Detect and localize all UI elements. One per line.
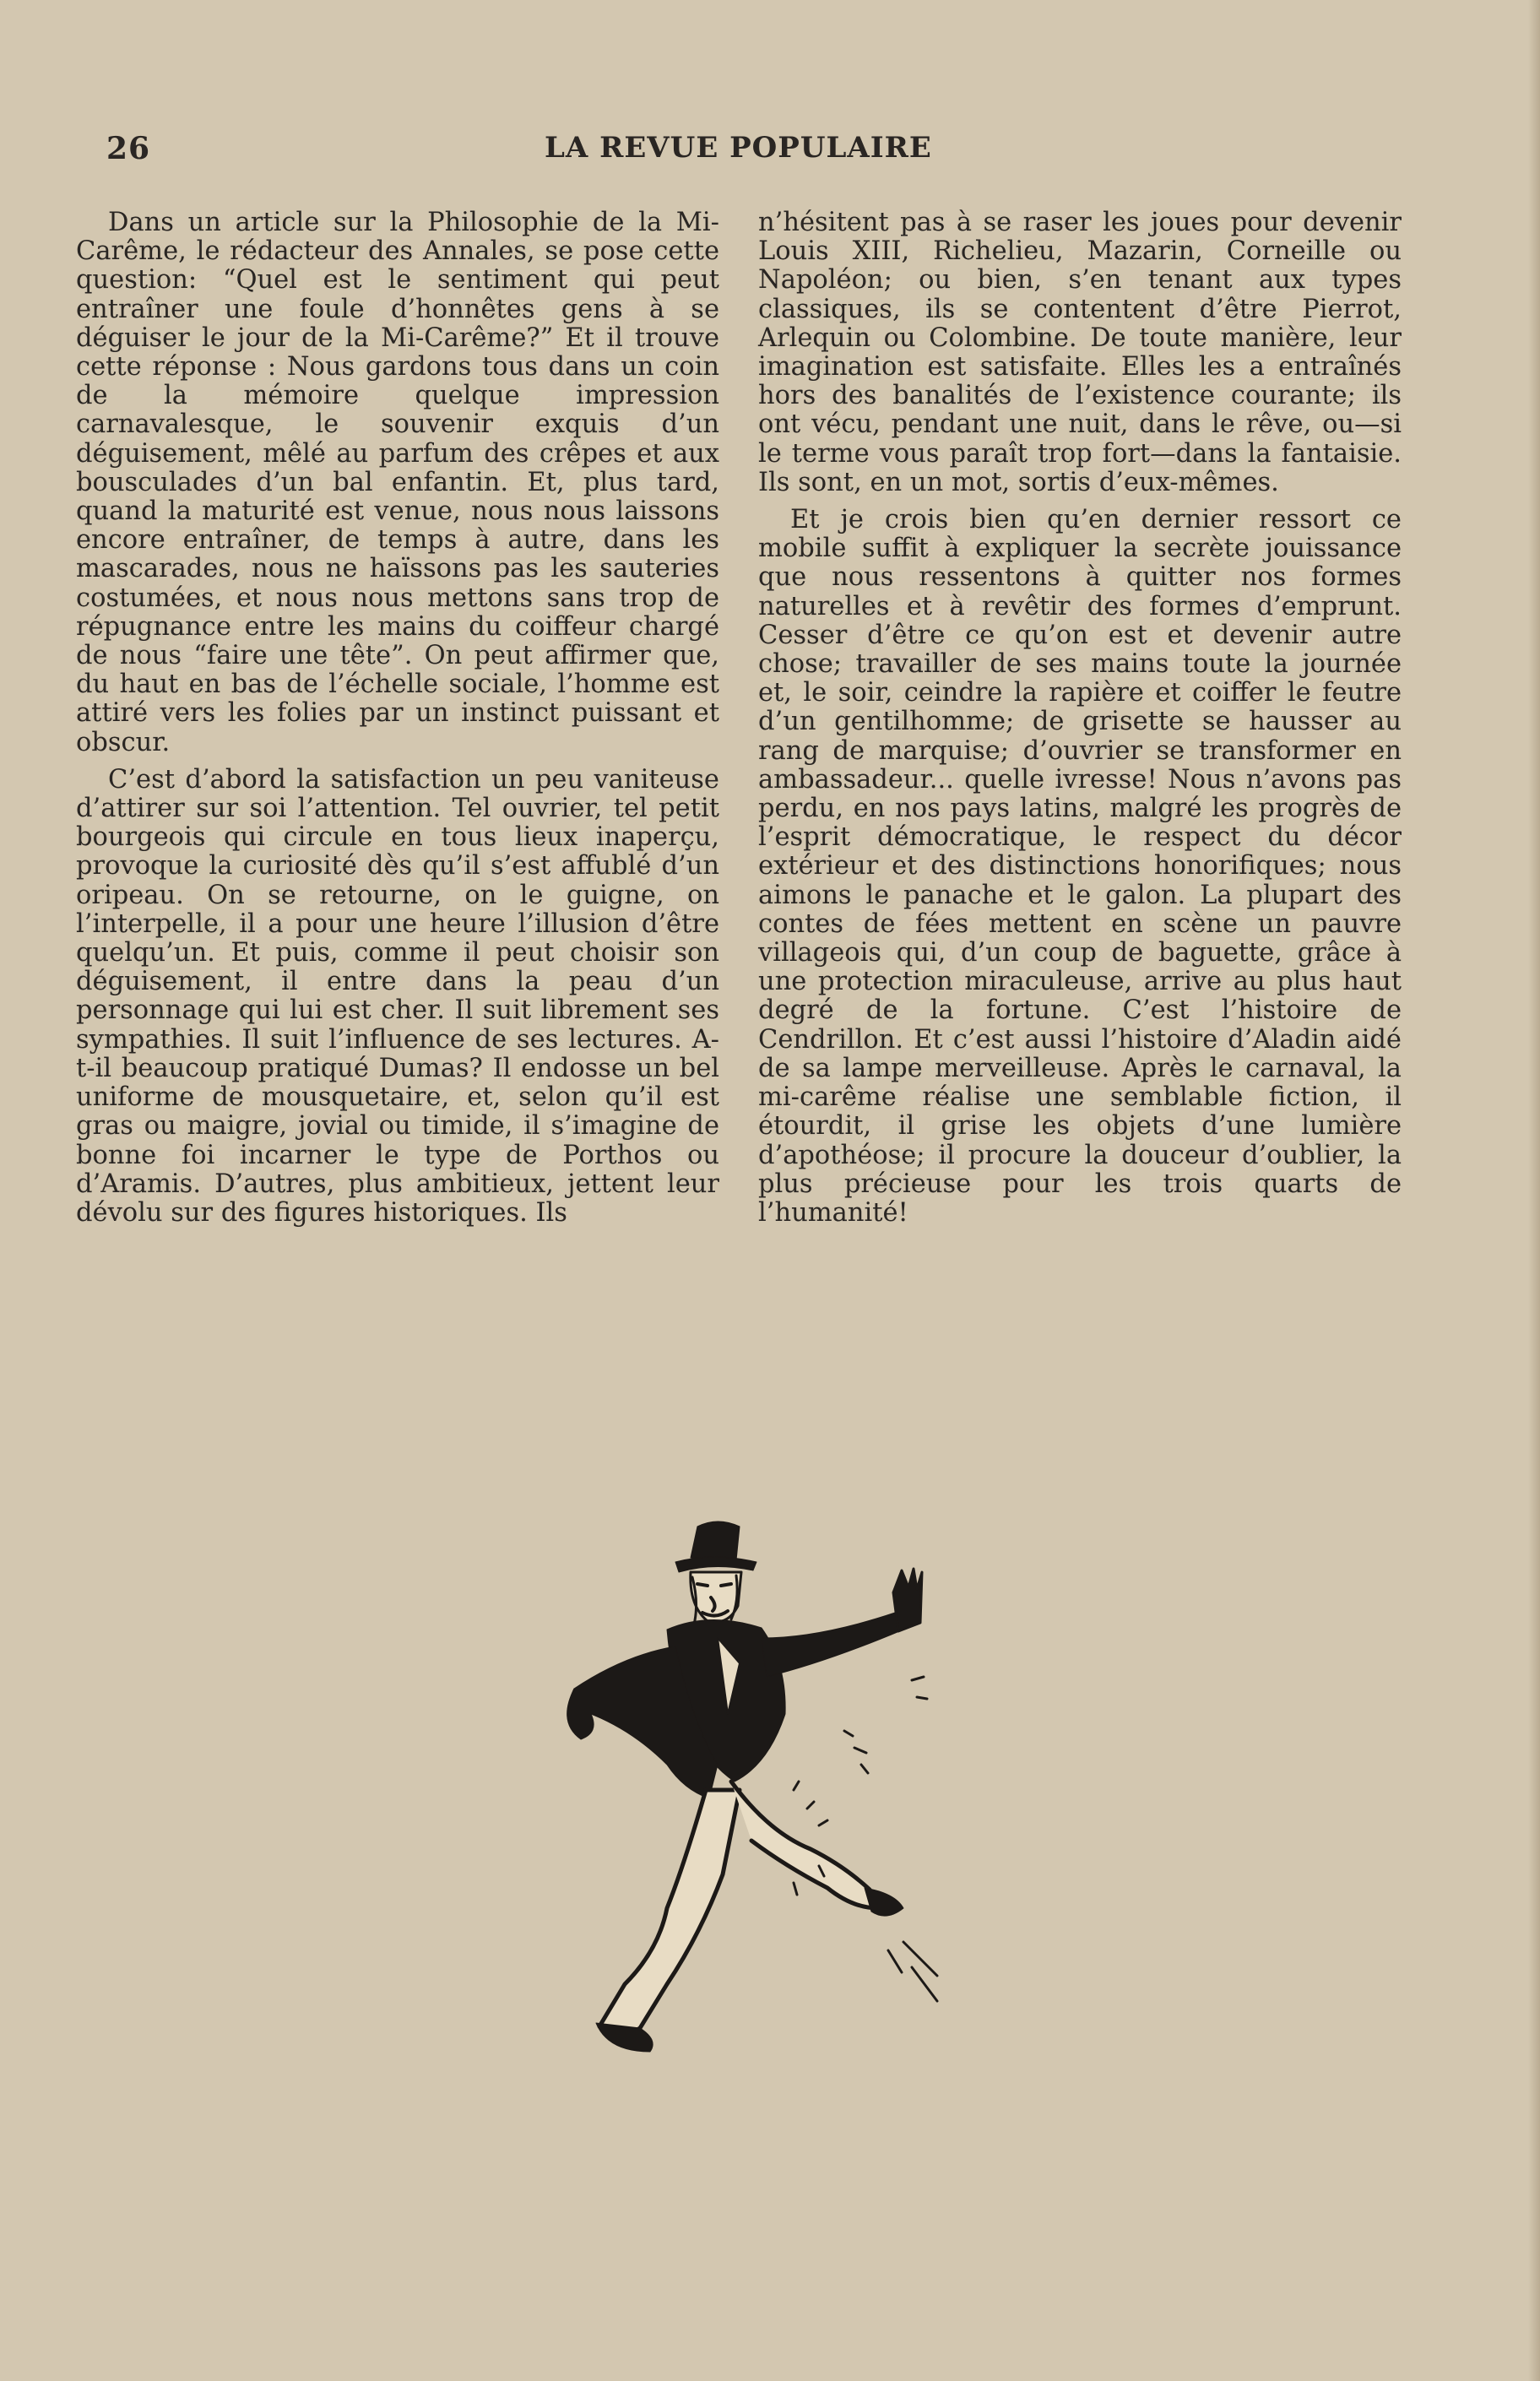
left-column <box>76 209 719 1228</box>
masquerader-illustration <box>540 1511 962 2085</box>
page-edge-shadow <box>1528 0 1540 2381</box>
paragraph: C’est d’abord la satisfaction un peu vaniteuse d’attirer sur soi l’attention. Tel ouvrier, tel petit bourgeois qui circule en tous lieux inaperçu, provoque la curiosité dès qu’il s’est affublé d’un oripeau. On se retourne, on le guigne, on l’interpelle, il a pour une heure l’illusion d’être quelqu’un. Et puis, comme il peut choisir son déguisement, il entre dans la peau d’un personnage qui lui est cher. Il suit librement ses sympathies. Il suit l’influence de ses lectures. A-t-il beaucoup pratiqué Dumas? Il endosse un bel uniforme de mousquetaire, et, selon qu’il est gras ou maigre, jovial ou timide, il s’imagine de bonne foi incarner le type de Porthos ou d’Aramis. D’autres, plus ambitieux, jettent leur dévolu sur des figures historiques. Ils <box>76 764 719 1228</box>
page-number: 26 <box>106 131 151 166</box>
right-column <box>758 209 1402 1228</box>
paragraph-continued: n’hésitent pas à se raser les joues pour devenir Louis XIII, Richelieu, Mazarin, Corneille ou Napoléon; ou bien, s’en tenant aux types classiques, ils se contentent d’être Pierrot, Arlequin ou Colombine. De toute manière, leur imagination est satisfaite. Elles les a entraînés hors des banalités de l’existence courante; ils ont vécu, pendant une nuit, dans le rêve, ou—si le terme vous paraît trop fort—dans la fantaisie. Ils sont, en un mot, sortis d’eux-mêmes. <box>758 208 1402 497</box>
running-title: LA REVUE POPULAIRE <box>545 131 932 165</box>
paragraph: Et je crois bien qu’en dernier ressort ce mobile suffit à expliquer la secrète jouissance que nous ressentons à quitter nos formes naturelles et à revêtir des formes d’emprunt. Cesser d’être ce qu’on est et devenir autre chose; travailler de ses mains toute la journée et, le soir, ceindre la rapière et coiffer le feutre d’un gentilhomme; de grisette se hausser au rang de marquise; d’ouvrier se transformer en ambassadeur... quelle ivresse! Nous n’avons pas perdu, en nos pays latins, malgré les progrès de l’esprit démocratique, le respect du décor extérieur et des distinctions honorifiques; nous aimons le panache et le galon. La plupart des contes de fées mettent en scène un pauvre villageois qui, d’un coup de baguette, grâce à une protection miraculeuse, arrive au plus haut degré de la fortune. C’est l’histoire de Cendrillon. Et c’est aussi l’histoire d’Aladin aidé de sa lampe merveilleuse. Après le carnaval, la mi-carême réalise une semblable fiction, il étourdit, il grise les objets d’une lumière d’apothéose; il procure la douceur d’oublier, la plus précieuse pour les trois quarts de l’humanité! <box>758 505 1402 1228</box>
paragraph: Dans un article sur la Philosophie de la Mi-Carême, le rédacteur des Annales, se pose cette question: “Quel est le sentiment qui peut entraîner une foule d’honnêtes gens à se déguiser le jour de la Mi-Carême?” Et il trouve cette réponse : Nous gardons tous dans un coin de la mémoire quelque impression carnavalesque, le souvenir exquis d’un déguisement, mêlé au parfum des crêpes et aux bousculades d’un bal enfantin. Et, plus tard, quand la maturité est venue, nous nous laissons encore entraîner, de temps à autre, dans les mascarades, nous ne haïssons pas les sauteries costumées, et nous nous mettons sans trop de répugnance entre les mains du coiffeur chargé de nous “faire une tête”. On peut affirmer que, du haut en bas de l’échelle sociale, l’homme est attiré vers les folies par un instinct puissant et obscur. <box>76 208 719 757</box>
page-header <box>0 131 1540 173</box>
